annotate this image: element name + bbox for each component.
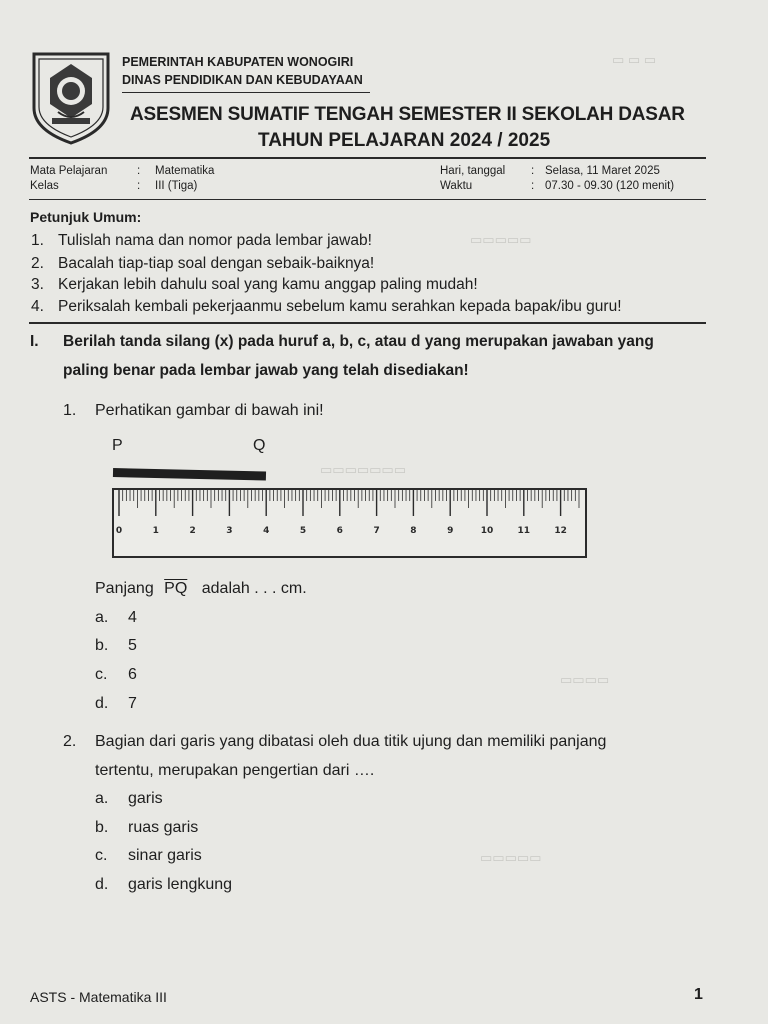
section-number: I. (30, 333, 39, 350)
ruler (112, 488, 587, 558)
day-label: Hari, tanggal (440, 165, 506, 177)
ruler-tick-label: 1 (152, 526, 159, 536)
header-divider (29, 157, 706, 159)
instruction-text: Kerjakan lebih dahulu soal yang kamu anggap paling mudah! (58, 276, 478, 293)
ruler-tick-label: 8 (410, 526, 417, 536)
ruler-tick-label: 0 (115, 526, 123, 536)
footer-subject: ASTS - Matematika III (30, 989, 167, 1005)
option-letter: c. (95, 666, 108, 683)
ruler-tick-label: 9 (447, 526, 454, 536)
option-text: 5 (128, 637, 137, 654)
option-text: 6 (128, 666, 137, 683)
page-subtitle: TAHUN PELAJARAN 2024 / 2025 (258, 130, 551, 151)
ruler-tick-label: 4 (263, 526, 270, 536)
day-value: Selasa, 11 Maret 2025 (545, 165, 660, 177)
instruction-number: 3. (31, 276, 44, 293)
regency-emblem (30, 50, 112, 146)
org-line-1: PEMERINTAH KABUPATEN WONOGIRI (122, 55, 354, 69)
question-1-number: 1. (63, 402, 77, 419)
section-instruction-line1: Berilah tanda silang (x) pada huruf a, b, c, atau d yang merupakan jawaban yang (63, 333, 654, 350)
header-divider-thin (122, 92, 370, 93)
class-label: Kelas (30, 180, 59, 192)
instruction-text: Bacalah tiap-tiap soal dengan sebaik-baiknya! (58, 255, 375, 272)
ruler-tick-label: 10 (480, 526, 494, 536)
stem-prefix: Panjang (95, 580, 154, 597)
ruler-scale (114, 490, 585, 556)
section-instruction-line2: paling benar pada lembar jawab yang telah disediakan! (63, 362, 469, 379)
question-2-text-line1: Bagian dari garis yang dibatasi oleh dua titik ujung dan memiliki panjang (95, 733, 607, 750)
question-1-text: Perhatikan gambar di bawah ini! (95, 402, 324, 419)
ruler-tick-label: 12 (554, 526, 567, 536)
ruler-tick-label: 2 (189, 526, 196, 536)
stem-suffix: adalah . . . cm. (201, 580, 307, 597)
stem-segment-pq: $\overline{PQ}$ (164, 580, 188, 597)
option-letter: a. (95, 609, 109, 626)
ruler-tick-label: 5 (299, 526, 307, 536)
point-q-label: Q (253, 437, 266, 454)
page-title: ASESMEN SUMATIF TENGAH SEMESTER II SEKOLAH DASAR (130, 104, 685, 125)
subject-value: Matematika (155, 165, 215, 177)
general-instructions-title: Petunjuk Umum: (30, 209, 142, 225)
time-label: Waktu (440, 180, 473, 192)
ruler-tick-label: 6 (336, 526, 343, 536)
option-text: 7 (128, 695, 137, 712)
day-colon: : (531, 165, 535, 177)
ruler-tick-label: 7 (373, 526, 380, 536)
info-divider (29, 199, 706, 200)
class-value: III (Tiga) (155, 180, 198, 192)
question-2-number: 2. (63, 733, 77, 750)
option-letter: d. (95, 876, 109, 893)
org-line-2: DINAS PENDIDIKAN DAN KEBUDAYAAN (122, 73, 363, 87)
option-letter: c. (95, 847, 108, 864)
segment-pq (113, 468, 266, 480)
instruction-number: 1. (31, 232, 44, 249)
ruler-tick-label: 3 (226, 526, 233, 536)
instructions-divider (29, 322, 706, 324)
question-2-text-line2: tertentu, merupakan pengertian dari …. (95, 762, 375, 779)
instruction-number: 4. (31, 298, 44, 315)
question-1-stem (95, 580, 307, 598)
option-letter: d. (95, 695, 109, 712)
option-text: ruas garis (128, 819, 199, 836)
time-colon: : (531, 180, 535, 192)
instruction-text: Tulislah nama dan nomor pada lembar jawab! (58, 232, 372, 249)
option-text: garis (128, 790, 163, 807)
option-letter: b. (95, 819, 109, 836)
page-number: 1 (694, 986, 703, 1003)
time-value: 07.30 - 09.30 (120 menit) (545, 180, 675, 192)
subject-label: Mata Pelajaran (30, 165, 108, 177)
subject-colon: : (137, 165, 141, 177)
class-colon: : (137, 180, 141, 192)
instruction-number: 2. (31, 255, 44, 272)
instruction-text: Periksalah kembali pekerjaanmu sebelum kamu serahkan kepada bapak/ibu guru! (58, 298, 622, 315)
point-p-label: P (112, 437, 123, 454)
ruler-tick-label: 11 (517, 526, 531, 536)
option-text: sinar garis (128, 847, 202, 864)
option-text: 4 (128, 609, 137, 626)
option-letter: a. (95, 790, 109, 807)
option-text: garis lengkung (128, 876, 233, 893)
option-letter: b. (95, 637, 109, 654)
